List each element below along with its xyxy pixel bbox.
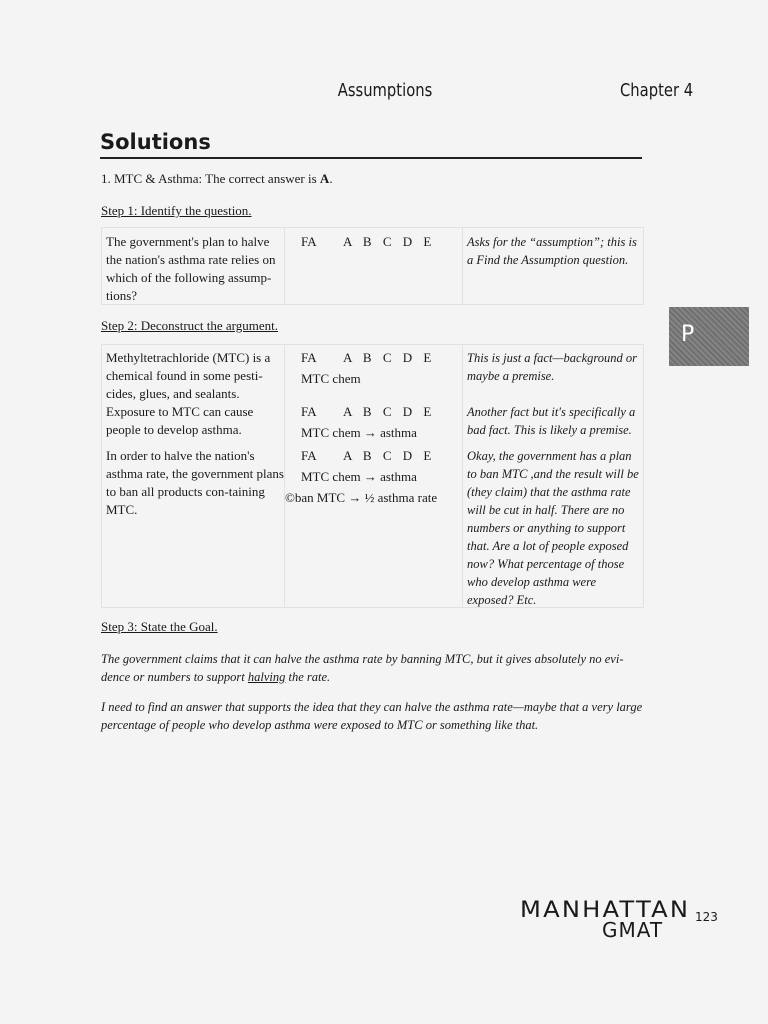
- fa-label: FA: [301, 350, 317, 365]
- analysis-note: Another fact but it's specifically a bad fact. This is likely a premise.: [467, 405, 636, 437]
- goal-text: the rate.: [285, 670, 331, 684]
- fa-label: FA: [301, 404, 317, 419]
- heading-rule: [100, 157, 642, 159]
- argument-text: Exposure to MTC can cause people to develop asthma.: [106, 404, 254, 437]
- argument-text: The government's plan to halve the nation's asthma rate relies on which of the following assump-tions?: [106, 234, 276, 303]
- analysis-note: This is just a fact—background or maybe a premise.: [467, 351, 638, 383]
- step2-row: [101, 447, 643, 605]
- choice-tracker: [301, 349, 461, 388]
- running-header-chapter: Chapter 4: [620, 80, 694, 101]
- answer-choices: A B C D E: [343, 404, 436, 419]
- goal-paragraph-2: I need to find an answer that supports the idea that they can halve the asthma rate—maybe that a very large percentage of people who develop asthma were exposed to MTC or something like that.: [101, 700, 643, 732]
- analysis-note: Okay, the government has a plan to ban MTC ,and the result will be (they claim) that the asthma rate will be cut in half. There are no numbers or anything to support that. Are a lot of people exposed now? What percentage of those who develop asthma were exposed? Etc.: [467, 449, 639, 607]
- page-number: 123: [695, 910, 718, 924]
- answer-choices: A B C D E: [343, 234, 436, 249]
- step2-row: [101, 349, 643, 401]
- step1-label: Step 1: Identify the question.: [101, 203, 252, 218]
- goal-text: The government claims that it can halve the asthma rate by banning MTC, but it gives absolutely no evi-dence or numbers to support: [101, 652, 624, 684]
- step3-label: Step 3: State the Goal.: [101, 619, 218, 634]
- choice-tracker: [301, 403, 461, 442]
- chem-notation: MTC chem → asthma: [301, 425, 417, 440]
- answer-choices: A B C D E: [343, 350, 436, 365]
- fa-label: FA: [301, 448, 317, 463]
- answer-choices: A B C D E: [343, 448, 436, 463]
- chem-notation: MTC chem: [301, 371, 361, 386]
- conclusion-notation: ©ban MTC → ½ asthma rate: [285, 490, 438, 505]
- step1-row: [101, 233, 643, 305]
- section-heading: Solutions: [100, 130, 211, 154]
- chem-notation: MTC chem → asthma: [301, 469, 417, 484]
- goal-paragraph-1: [101, 650, 646, 686]
- question-answer-line: [101, 171, 333, 187]
- question-answer-prefix: 1. MTC & Asthma: The correct answer is: [101, 171, 320, 186]
- argument-text: Methyltetrachloride (MTC) is a chemical found in some pesti-cides, glues, and sealants.: [106, 350, 271, 401]
- argument-text: In order to halve the nation's asthma rate, the government plans to ban all products con-taining MTC.: [106, 448, 284, 517]
- step2-row: [101, 403, 643, 445]
- choice-tracker: [301, 233, 461, 251]
- step2-label: Step 2: Deconstruct the argument.: [101, 318, 279, 333]
- goal-underlined-word: halving: [247, 670, 286, 684]
- choice-tracker: [285, 447, 461, 507]
- correct-answer: A: [319, 171, 330, 186]
- side-tab-letter: P: [681, 322, 695, 347]
- question-answer-suffix: .: [329, 171, 333, 186]
- analysis-note: Asks for the “assumption”; this is a Find the Assumption question.: [467, 235, 637, 267]
- running-header-title: Assumptions: [337, 80, 433, 101]
- publisher-logo: MANHATTAN: [520, 898, 691, 923]
- publisher-logo-sub: GMAT: [602, 918, 664, 942]
- fa-label: FA: [301, 234, 317, 249]
